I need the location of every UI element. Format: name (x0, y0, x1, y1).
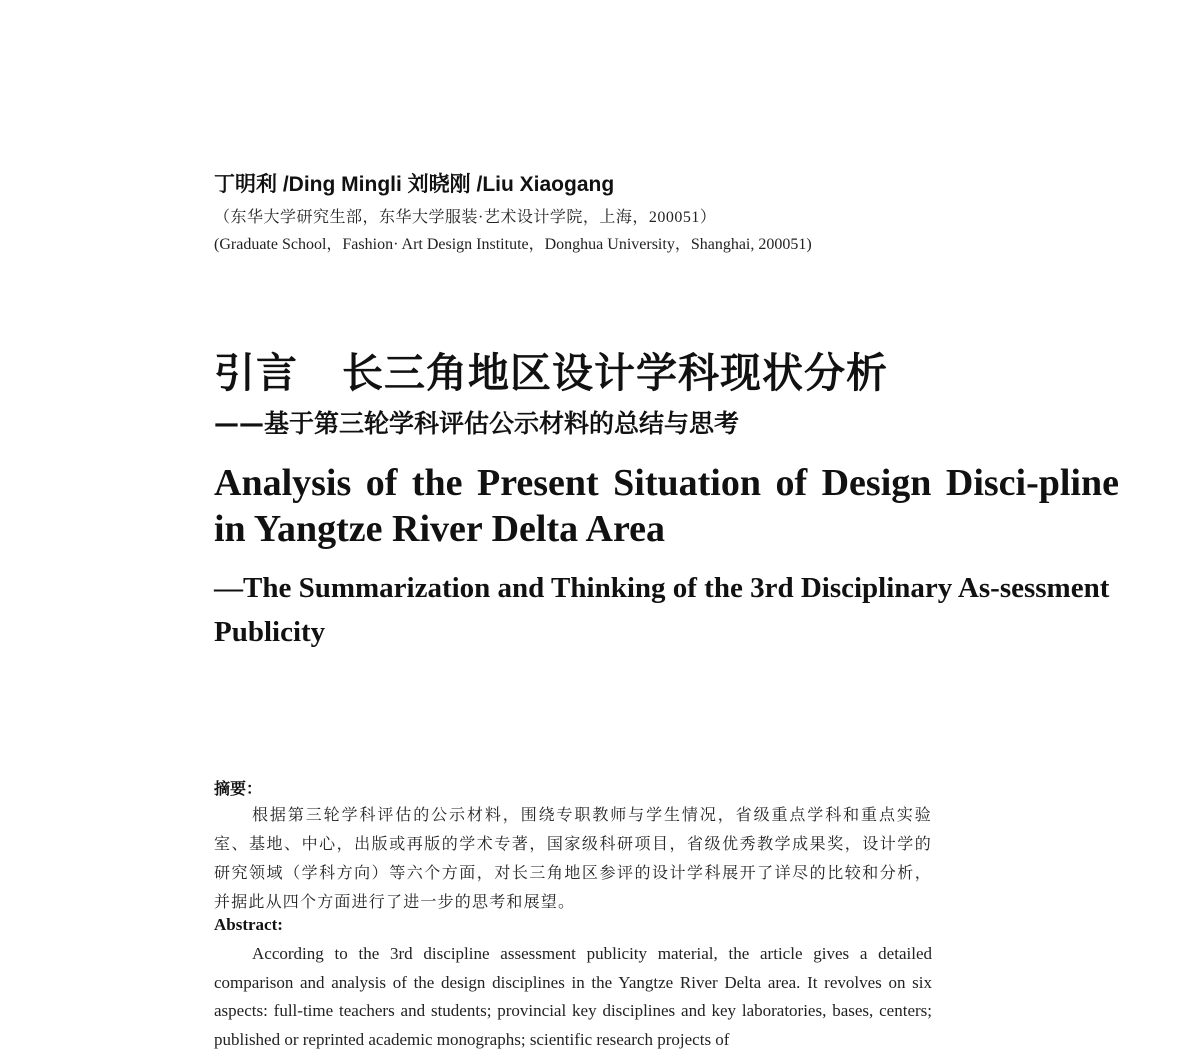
abstract-chinese-body: 根据第三轮学科评估的公示材料，围绕专职教师与学生情况，省级重点学科和重点实验室、基地、中心，出版或再版的学术专著，国家级科研项目，省级优秀教学成果奖，设计学的研究领域（学科方向）等六个方面，对长三角地区参评的设计学科展开了详尽的比较和分析，并据此从四个方面进行了进一步的思考和展望。 (214, 805, 932, 911)
author-line: 丁明利 /Ding Mingli 刘晓刚 /Liu Xiaogang (214, 173, 615, 196)
subtitle-chinese: ——基于第三轮学科评估公示材料的总结与思考 (214, 409, 740, 438)
abstract-english-label: Abstract: (214, 915, 283, 934)
title-chinese (214, 340, 888, 399)
abstract-chinese-label: 摘要： (214, 779, 263, 798)
title-chinese-prefix: 引言 (214, 349, 298, 397)
abstract-english-body: According to the 3rd discipline assessment publicity material, the article gives a detailed comparison and analysis of the design disciplines in the Yangtze River Delta area. It revolves on six aspects: full-time teachers and students; provincial key disciplines and key laboratories, bases, centers; published or reprinted academic monographs; scientific research projects of (214, 944, 932, 1049)
affiliation-chinese: （东华大学研究生部，东华大学服装·艺术设计学院，上海，200051） (214, 209, 717, 226)
affiliation-english: (Graduate School，Fashion· Art Design Institute，Donghua University，Shanghai, 200051) (214, 236, 812, 253)
title-chinese-main: 长三角地区设计学科现状分析 (342, 349, 888, 397)
subtitle-english: —The Summarization and Thinking of the 3rd Disciplinary As-sessment Publicity (214, 572, 1110, 648)
title-english: Analysis of the Present Situation of Design Disci-pline in Yangtze River Delta Area (214, 462, 1119, 550)
